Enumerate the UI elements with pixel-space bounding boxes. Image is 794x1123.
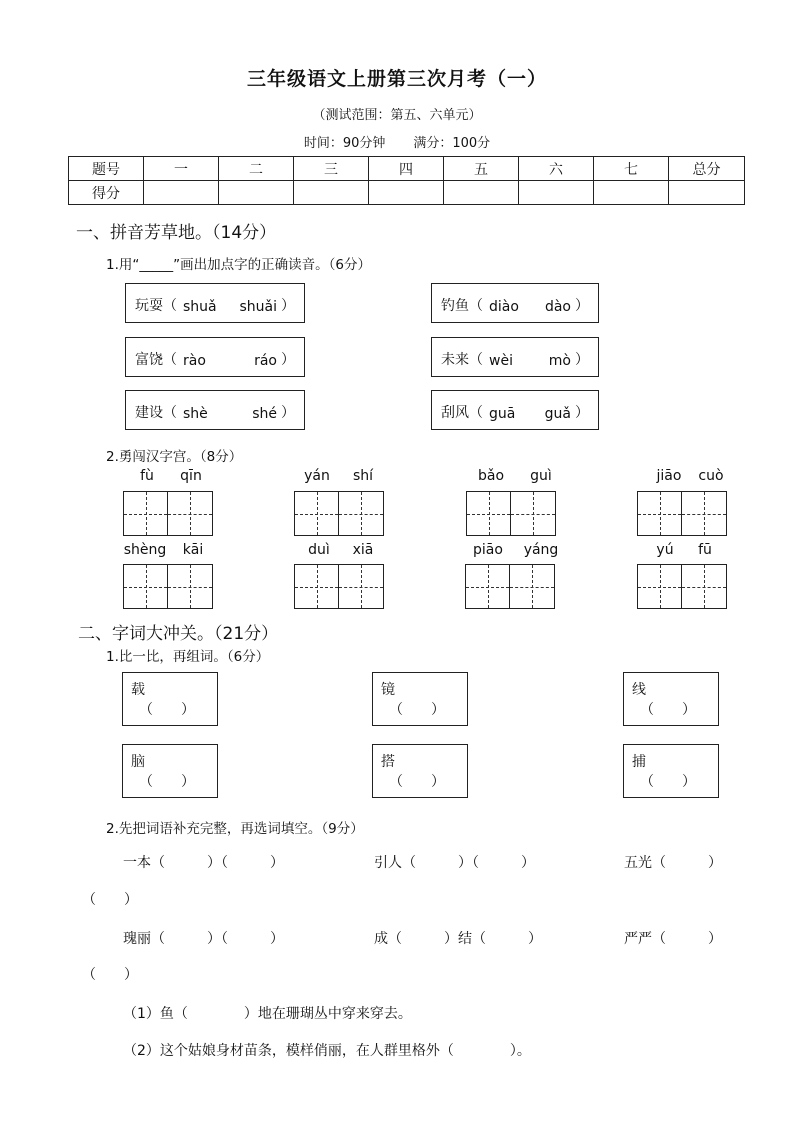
idiom-fill-wrap[interactable]: （ ）: [82, 967, 138, 983]
compare-char: 脑: [131, 754, 145, 770]
hanzi-grid: [294, 564, 384, 609]
idiom-fill-item[interactable]: 严严（ ）: [624, 931, 722, 947]
pinyin-label: shèng: [123, 542, 167, 558]
pinyin-choice-box[interactable]: [125, 283, 305, 323]
hanzi-grid: [123, 491, 213, 536]
idiom-fill-item[interactable]: 一本（ ）（ ）: [123, 855, 284, 871]
choice-word: 玩耍（: [135, 298, 177, 314]
choice-option[interactable]: ráo: [254, 353, 277, 369]
compare-char: 镜: [381, 682, 395, 698]
pinyin-label: qīn: [180, 468, 202, 484]
compare-char-box[interactable]: [623, 672, 719, 726]
table-cell: 总分: [669, 157, 745, 181]
pinyin-label: yán: [304, 468, 330, 484]
pinyin-label: xiā: [352, 542, 374, 558]
pinyin-label: fū: [698, 542, 712, 558]
score-input-cell[interactable]: [144, 181, 219, 205]
compare-char-box[interactable]: [623, 744, 719, 798]
score-table-score-row: [69, 181, 745, 205]
choice-close: ）: [575, 298, 589, 314]
writing-cell[interactable]: [168, 491, 213, 536]
answer-paren[interactable]: （ ）: [640, 702, 696, 718]
table-cell: 七: [594, 157, 669, 181]
idiom-fill-wrap[interactable]: （ ）: [82, 892, 138, 908]
answer-paren[interactable]: （ ）: [389, 702, 445, 718]
pinyin-choice-box[interactable]: [125, 337, 305, 377]
score-table: [68, 156, 745, 205]
choice-word: 刮风（: [441, 405, 483, 421]
pinyin-choice-box[interactable]: [431, 283, 599, 323]
writing-cell[interactable]: [511, 491, 556, 536]
score-input-cell[interactable]: [519, 181, 594, 205]
choice-close: ）: [281, 352, 295, 368]
score-input-cell[interactable]: [369, 181, 444, 205]
table-cell: 四: [369, 157, 444, 181]
pinyin-label: yáng: [523, 542, 559, 558]
table-cell: 题号: [69, 157, 144, 181]
score-input-cell[interactable]: [669, 181, 745, 205]
writing-cell[interactable]: [466, 491, 511, 536]
section1-heading: 一、拼音芳草地。（14分）: [76, 223, 277, 243]
choice-option[interactable]: dào: [544, 299, 571, 315]
pinyin-label: jiāo: [656, 468, 682, 484]
choice-option[interactable]: guā: [489, 406, 516, 422]
compare-char: 载: [131, 682, 145, 698]
answer-paren[interactable]: （ ）: [139, 774, 195, 790]
choice-close: ）: [575, 352, 589, 368]
score-input-cell[interactable]: [219, 181, 294, 205]
choice-word: 建设（: [135, 405, 177, 421]
compare-char: 搭: [381, 754, 395, 770]
hanzi-grid: [465, 564, 555, 609]
writing-cell[interactable]: [637, 564, 682, 609]
writing-cell[interactable]: [465, 564, 510, 609]
choice-option[interactable]: shuǎi: [239, 299, 277, 315]
hanzi-grid: [637, 491, 727, 536]
hanzi-grid: [637, 564, 727, 609]
idiom-fill-item[interactable]: 引人（ ）（ ）: [374, 855, 535, 871]
pinyin-label: guì: [530, 468, 552, 484]
writing-cell[interactable]: [123, 564, 168, 609]
writing-cell[interactable]: [637, 491, 682, 536]
choice-option[interactable]: guǎ: [544, 406, 571, 422]
compare-char-box[interactable]: [372, 744, 468, 798]
pinyin-label: piāo: [473, 542, 503, 558]
choice-word: 富饶（: [135, 352, 177, 368]
choice-close: ）: [281, 298, 295, 314]
table-cell: 二: [219, 157, 294, 181]
idiom-fill-item[interactable]: 成（ ）结（ ）: [374, 931, 542, 947]
score-input-cell[interactable]: [294, 181, 369, 205]
choice-word: 未来（: [441, 352, 483, 368]
pinyin-choice-box[interactable]: [431, 390, 599, 430]
choice-close: ）: [575, 405, 589, 421]
choice-option[interactable]: shè: [183, 406, 208, 422]
table-cell: 得分: [69, 181, 144, 205]
pinyin-choice-box[interactable]: [125, 390, 305, 430]
section2-heading: 二、字词大冲关。（21分）: [78, 624, 279, 644]
writing-cell[interactable]: [168, 564, 213, 609]
choice-close: ）: [281, 405, 295, 421]
section1-q1-prompt: 1.用“_____”画出加点字的正确读音。（6分）: [106, 257, 371, 273]
choice-option[interactable]: mò: [548, 353, 571, 369]
page-title: 三年级语文上册第三次月考（一）: [246, 68, 547, 90]
test-scope: （测试范围：第五、六单元）: [312, 108, 482, 123]
score-input-cell[interactable]: [594, 181, 669, 205]
pinyin-label: shí: [352, 468, 374, 484]
score-table-header-row: [69, 157, 745, 181]
choice-word: 钓鱼（: [441, 298, 483, 314]
choice-option[interactable]: wèi: [489, 353, 513, 369]
writing-cell[interactable]: [510, 564, 555, 609]
exam-info: [0, 132, 794, 151]
pinyin-label: yú: [656, 542, 674, 558]
writing-cell[interactable]: [339, 491, 384, 536]
compare-char: 捕: [632, 754, 646, 770]
writing-cell[interactable]: [682, 564, 727, 609]
writing-cell[interactable]: [682, 491, 727, 536]
choice-option[interactable]: shuǎ: [183, 299, 217, 315]
choice-option[interactable]: rào: [183, 353, 206, 369]
choice-option[interactable]: diào: [489, 299, 519, 315]
table-cell: 六: [519, 157, 594, 181]
table-cell: 五: [444, 157, 519, 181]
section1-q2-prompt: 2.勇闯汉字宫。（8分）: [106, 449, 243, 465]
section2-q1-prompt: 1.比一比，再组词。（6分）: [106, 649, 270, 665]
writing-cell[interactable]: [339, 564, 384, 609]
score-input-cell[interactable]: [444, 181, 519, 205]
sentence-fill-1[interactable]: （1）鱼（ ）地在珊瑚丛中穿来穿去。: [123, 1006, 412, 1022]
hanzi-grid: [123, 564, 213, 609]
table-cell: 三: [294, 157, 369, 181]
pinyin-label: duì: [308, 542, 330, 558]
compare-char: 线: [632, 682, 646, 698]
writing-cell[interactable]: [294, 491, 339, 536]
answer-paren[interactable]: （ ）: [139, 702, 195, 718]
section2-q2-prompt: 2.先把词语补充完整，再选词填空。（9分）: [106, 821, 364, 837]
table-cell: 一: [144, 157, 219, 181]
answer-paren[interactable]: （ ）: [389, 774, 445, 790]
pinyin-label: bǎo: [477, 468, 505, 484]
idiom-fill-item[interactable]: 五光（ ）: [624, 855, 722, 871]
pinyin-label: fù: [140, 468, 154, 484]
hanzi-grid: [466, 491, 556, 536]
exam-full-score: 满分：100分: [413, 136, 491, 151]
hanzi-grid: [294, 491, 384, 536]
pinyin-choice-box[interactable]: [431, 337, 599, 377]
pinyin-label: cuò: [698, 468, 724, 484]
compare-char-box[interactable]: [372, 672, 468, 726]
compare-char-box[interactable]: [122, 672, 218, 726]
exam-time: 时间：90分钟: [303, 136, 386, 151]
writing-cell[interactable]: [123, 491, 168, 536]
answer-paren[interactable]: （ ）: [640, 774, 696, 790]
pinyin-label: kāi: [182, 542, 204, 558]
compare-char-box[interactable]: [122, 744, 218, 798]
writing-cell[interactable]: [294, 564, 339, 609]
idiom-fill-item[interactable]: 瑰丽（ ）（ ）: [123, 931, 284, 947]
choice-option[interactable]: shé: [252, 406, 277, 422]
sentence-fill-2[interactable]: （2）这个姑娘身材苗条，模样俏丽，在人群里格外（ ）。: [123, 1043, 531, 1059]
